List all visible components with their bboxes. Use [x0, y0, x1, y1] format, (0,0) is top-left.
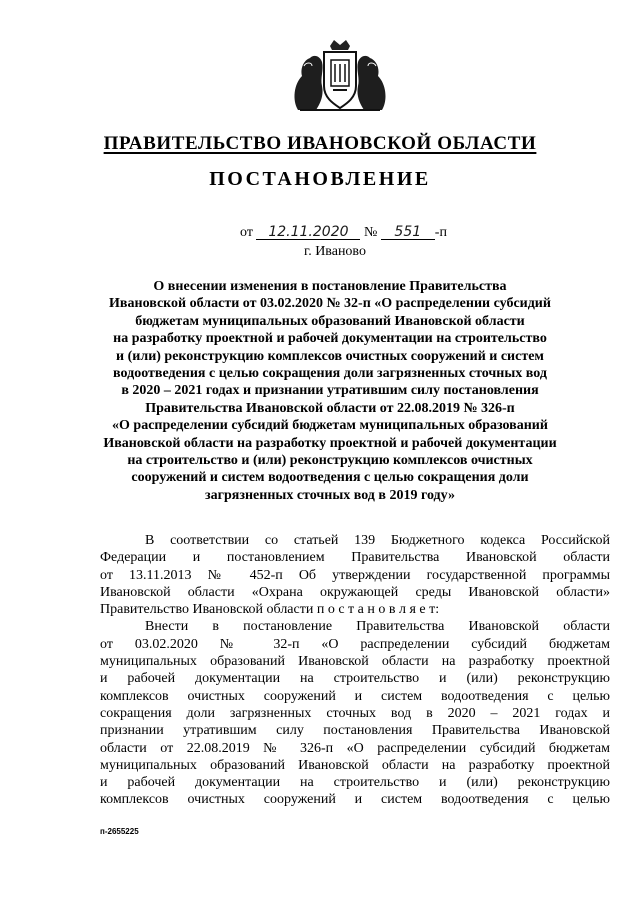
number-suffix: -п	[434, 225, 447, 240]
heading-line: О внесении изменения в постановление Правительства	[153, 279, 507, 294]
heading-line: в 2020 – 2021 годах и признании утратившим силу постановления	[121, 383, 539, 399]
heading-line: Правительства Ивановской области от 22.08.2019 № 326-п	[145, 400, 515, 416]
handwritten-number: 551	[381, 225, 435, 240]
body-line: от 03.02.2020 № 32-п «О распределении субсидий бюджетам	[100, 636, 610, 652]
date-number-line	[240, 224, 447, 242]
body-line: комплексов очистных сооружений и систем водоотведения с целью	[100, 792, 610, 808]
heading-line: водоотведения с целью сокращения доли загрязненных сточных вод	[113, 366, 547, 382]
government-title: ПРАВИТЕЛЬСТВО ИВАНОВСКОЙ ОБЛАСТИ	[103, 133, 537, 154]
body-line: и рабочей документации на строительство и (или) реконструкцию	[100, 775, 610, 791]
body-line: муниципальных образований Ивановской области на разработку проектной	[100, 757, 610, 773]
heading-line: и (или) реконструкцию комплексов очистных сооружений и систем	[116, 348, 544, 364]
handwritten-date: 12.11.2020	[256, 225, 360, 240]
body-line: муниципальных образований Ивановской области на разработку проектной	[100, 654, 610, 670]
body-line: области от 22.08.2019 № 326-п «О распределении субсидий бюджетам	[100, 740, 610, 756]
document-code: п-2655225	[100, 827, 139, 836]
body-text	[100, 532, 610, 809]
city: г. Иваново	[304, 244, 366, 259]
body-line: Внести в постановление Правительства Ивановской области	[145, 619, 610, 635]
body-line: комплексов очистных сооружений и систем водоотведения с целью	[100, 688, 610, 704]
heading-line: загрязненных сточных вод в 2019 году»	[205, 487, 455, 503]
body-line: сокращения доли загрязненных сточных вод в 2020 – 2021 годах и	[100, 705, 610, 721]
coat-of-arms-icon	[290, 40, 390, 112]
heading-line: сооружений и систем водоотведения с целью сокращения доли	[131, 470, 529, 486]
heading-line: на разработку проектной и рабочей документации на строительство	[113, 331, 547, 347]
body-line: от 13.11.2013 № 452-п Об утверждении государственной программы	[100, 567, 610, 583]
heading-line: на строительство и (или) реконструкцию комплексов очистных	[127, 453, 533, 469]
heading-line: Ивановской области на разработку проектной и рабочей документации	[103, 435, 557, 451]
body-line: Федерации и постановлением Правительства Ивановской области	[100, 550, 610, 566]
document-heading	[95, 278, 565, 504]
body-line: и рабочей документации на строительство и (или) реконструкцию	[100, 671, 610, 687]
document-type: ПОСТАНОВЛЕНИЕ	[209, 168, 431, 190]
heading-line: Ивановской области от 03.02.2020 № 32-п «О распределении субсидий	[109, 296, 551, 312]
number-sign: №	[363, 225, 378, 240]
body-line: В соответствии со статьей 139 Бюджетного кодекса Российской	[145, 533, 610, 548]
body-line: Ивановской области «Охрана окружающей среды Ивановской области»	[100, 584, 610, 600]
heading-line: бюджетам муниципальных образований Ивановской области	[135, 313, 525, 329]
heading-line: «О распределении субсидий бюджетам муниципальных образований	[112, 418, 548, 434]
body-line: признании утратившим силу постановления Правительства Ивановской	[100, 723, 610, 739]
date-prefix: от	[240, 225, 253, 240]
body-line: Правительство Ивановской области п о с т а н о в л я е т:	[100, 602, 440, 618]
